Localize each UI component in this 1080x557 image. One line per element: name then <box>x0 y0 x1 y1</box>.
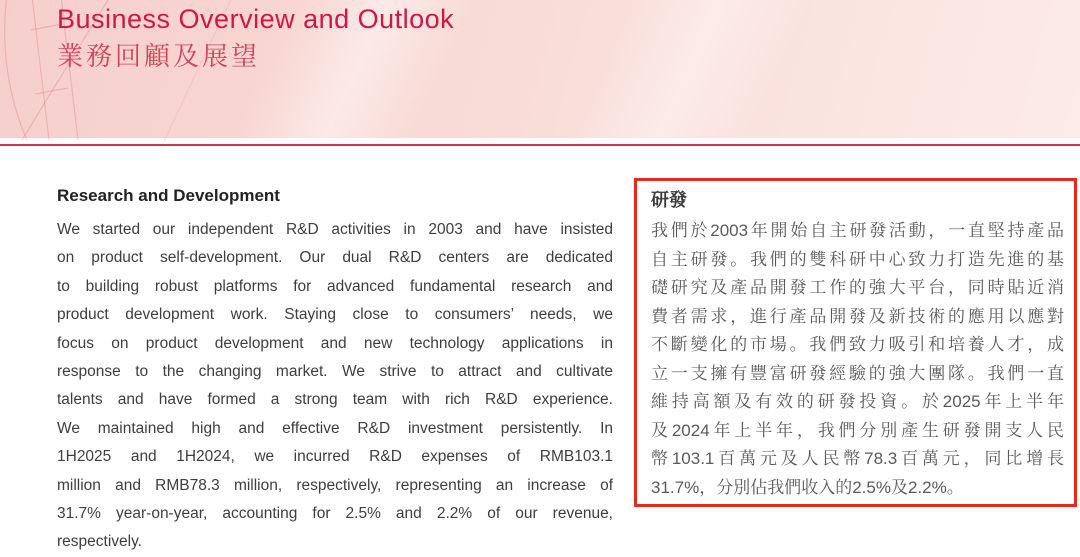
text-line: 31.7% year-on-year, accounting for 2.5% and 2.2% of our revenue, <box>57 505 613 523</box>
text-line: to building robust platforms for advanced fundamental research and <box>57 277 613 295</box>
text-line: 礎研究及產品開發工作的強大平台，同時貼近消 <box>651 278 1064 297</box>
text-line: response to the changing market. We strive to attract and cultivate <box>57 363 613 381</box>
section-heading-zh: 研發 <box>651 190 687 210</box>
text-line: 31.7%，分別佔我們收入的2.5%及2.2%。 <box>651 477 964 497</box>
page-title-zh: 業務回顧及展望 <box>57 41 261 71</box>
text-line: on product self-development. Our dual R&D centers are dedicated <box>57 249 613 267</box>
text-line: respectively. <box>57 533 142 551</box>
text-line: 費者需求，進行產品開發及新技術的應用以應對 <box>651 306 1064 326</box>
section-heading-en: Research and Development <box>57 186 280 205</box>
page-title-en: Business Overview and Outlook <box>57 4 455 34</box>
text-line: 及2024年上半年，我們分別產生研發開支人民 <box>651 420 1064 440</box>
paragraph-en <box>57 216 613 557</box>
text-line: 自主研發。我們的雙科研中心致力打造先進的基 <box>651 249 1064 269</box>
highlight-box <box>634 178 1077 507</box>
text-line: 1H2025 and 1H2024, we incurred R&D expenses of RMB103.1 <box>57 448 613 466</box>
page-banner <box>0 0 1080 138</box>
paragraph-zh <box>651 217 1064 502</box>
text-line: We maintained high and effective R&D investment persistently. In <box>57 419 613 437</box>
text-line: talents and have formed a strong team with rich R&D experience. <box>57 391 613 409</box>
text-line: 維持高額及有效的研發投資。於2025年上半年 <box>651 392 1064 411</box>
text-line: 幣103.1百萬元及人民幣78.3百萬元，同比增長 <box>651 449 1064 468</box>
text-line: product development work. Staying close to consumers’ needs, we <box>57 306 613 324</box>
text-line: focus on product development and new technology applications in <box>57 334 613 352</box>
text-line: 立一支擁有豐富研發經驗的強大團隊。我們一直 <box>651 363 1064 383</box>
header-divider <box>0 144 1080 146</box>
english-column <box>57 186 613 557</box>
text-line: We started our independent R&D activities in 2003 and have insisted <box>57 221 613 238</box>
text-line: 不斷變化的市場。我們致力吸引和培養人才，成 <box>651 335 1064 354</box>
text-line: 我們於2003年開始自主研發活動，一直堅持產品 <box>651 221 1064 240</box>
text-line: million and RMB78.3 million, respectively, representing an increase of <box>57 476 613 494</box>
